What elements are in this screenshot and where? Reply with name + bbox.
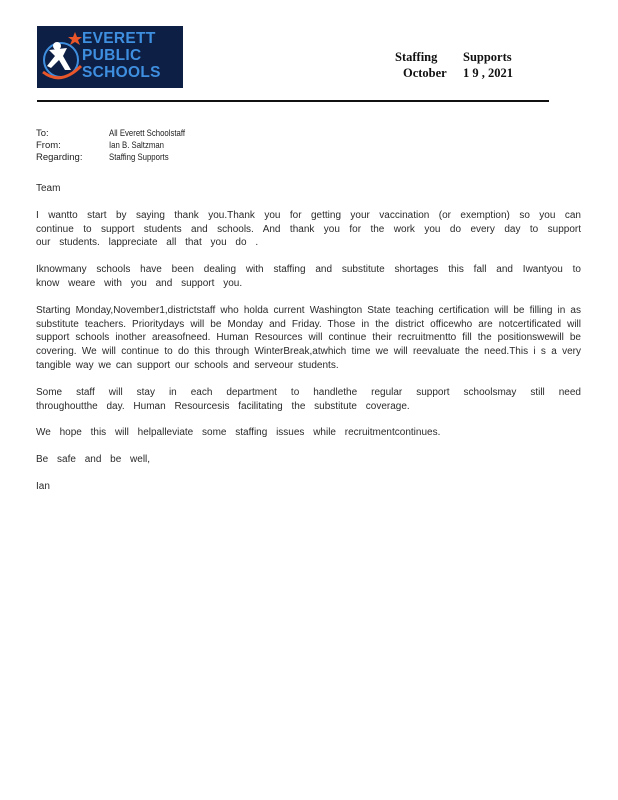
letter-body [36,182,581,507]
memo-to-value: All Everett Schoolstaff [109,128,186,139]
document-header [395,50,555,82]
everett-public-schools-logo [37,26,183,88]
memo-from-label: From: [36,140,61,151]
header-title-left: Staffing [395,50,438,64]
logo-wordmark [82,30,161,81]
closing: Be safe and be well, [36,454,151,466]
header-title-right: Supports [463,50,512,64]
memo-from-value: Ian B. Saltzman [109,140,164,151]
memo-regarding-label: Regarding: [36,152,83,163]
paragraph-1: I wantto start by saying thank you.Thank you for getting your vaccination (or exemption) so you can continue to support students and schools. And thank you for the work you do every day to support our students. lappreciate all that you do . [36,209,581,249]
memo-block [36,128,202,164]
memo-to-label: To: [36,128,49,139]
logo-line-2: PUBLIC [82,47,142,64]
salutation: Team [36,183,61,194]
paragraph-4: Some staff will stay in each department to handlethe regular support schoolsmay still need throughoutthe day. Human Resourcesis facilitating the substitute coverage. [36,386,581,412]
header-divider [37,100,549,102]
logo-line-3: SCHOOLS [82,64,161,81]
paragraph-2: Iknowmany schools have been dealing with staffing and substitute shortages this fall and Iwantyou to know weare with you and support you. [36,264,581,289]
header-date-month: October [403,66,447,80]
paragraph-3: Starting Monday,November1,districtstaff who holda current Washington State teaching certification will be filling in as substitute teachers. Prioritydays will be Monday and Friday. Those in the district officewho are notcertificated will support schools inother areasofneed. Human Resources will continue their recruitmentto fill the positionswewill be covering. We will continue to do this through WinterBreak,atwhich time we will reevaluate the need.This i s a very tangible way we can support our schools and serveour students. [36,304,581,371]
header-date-day-year: 1 9 , 2021 [463,66,513,80]
logo-line-1: EVERETT [82,30,156,47]
memo-regarding-value: Staffing Supports [109,152,169,163]
signature: Ian [36,480,50,492]
paragraph-5: We hope this will helpalleviate some staffing issues while recruitmentcontinues. [36,427,441,439]
